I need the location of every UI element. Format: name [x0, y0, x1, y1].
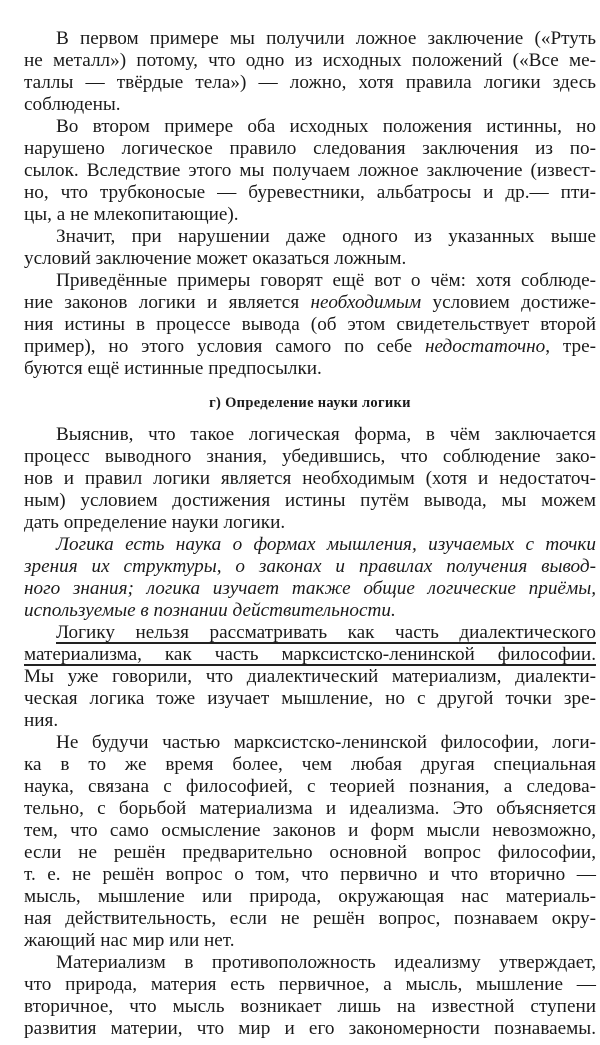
text-line: Во втором примере оба исходных положения истинны, но: [56, 116, 596, 137]
emphasis-text: необходимым: [310, 292, 422, 313]
text-line: процесс выводного знания, убедившись, что соблюдение зако-: [24, 446, 596, 467]
text-line: ным) условием достижения истины путём вывода, мы можем: [24, 490, 596, 511]
text-line: Выяснив, что такое логическая форма, в чём заключается: [56, 424, 596, 445]
text-span: , тре-: [545, 336, 597, 357]
text-line: таллы — твёрдые тела») — ложно, хотя правила логики здесь: [24, 72, 596, 93]
text-line: Материализм в противоположность идеализму утверждает,: [56, 952, 596, 973]
text-line: тельно, с борьбой материализма и идеализма. Это объясняется: [24, 798, 596, 819]
text-span: ние законов логики и является: [24, 292, 300, 313]
section-heading: г) Определение науки логики: [209, 395, 411, 411]
text-line: мысль, мышление или природа, окружающая нас материаль-: [24, 886, 596, 907]
text-line: что природа, материя есть первичное, а мысль, мышление —: [24, 974, 596, 995]
text-line: Значит, при нарушении даже одного из указанных выше: [56, 226, 596, 247]
text-line: нарушено логическое правило следования заключения из по-: [24, 138, 596, 159]
text-line: В первом примере мы получили ложное заключение («Ртуть: [56, 28, 596, 49]
definition-line: используемые в познании действительности.: [24, 600, 396, 621]
text-line: жающий нас мир или нет.: [24, 930, 235, 951]
underlined-line: Логику нельзя рассматривать как часть диалектического: [56, 622, 596, 643]
text-line: развития материи, что мир и его закономерности познаваемы.: [24, 1018, 596, 1039]
text-line: Приведённые примеры говорят ещё вот о чём: хотя соблюде-: [56, 270, 596, 291]
text-line: [24, 292, 596, 314]
text-span: пример), но этого условия самого по себе: [24, 336, 413, 357]
text-line: вторичное, что мысль возникает лишь на известной ступени: [24, 996, 596, 1017]
text-line: если не решён предварительно основной вопрос философии,: [24, 842, 596, 863]
text-line: но, что трубконосые — буревестники, альбатросы и др.— пти-: [24, 182, 596, 203]
definition-line: Логика есть наука о формах мышления, изучаемых с точки: [56, 534, 596, 555]
text-line: Мы уже говорили, что диалектический материализм, диалекти-: [24, 666, 596, 687]
text-line: Не будучи частью марксистско-ленинской философии, логи-: [56, 732, 596, 753]
text-span: условием достиже-: [432, 292, 597, 313]
text-line: т. е. не решён вопрос о том, что первично и что вторично —: [24, 864, 596, 885]
text-line: ка в то же время более, чем любая другая специальная: [24, 754, 596, 775]
text-line: дать определение науки логики.: [24, 512, 286, 533]
text-line: сылок. Вследствие этого мы получаем ложное заключение (извест-: [24, 160, 596, 181]
underlined-line: материализма, как часть марксистско-ленинской философии.: [24, 644, 596, 665]
text-line: нов и правил логики является необходимым (хотя и недостаточ-: [24, 468, 596, 489]
definition-line: ного знания; логика изучает также общие логические приёмы,: [24, 578, 596, 599]
text-line: цы, а не млекопитающие).: [24, 204, 239, 225]
definition-line: зрения их структуры, о законах и правилах получения вывод-: [24, 556, 596, 577]
text-line: буются ещё истинные предпосылки.: [24, 358, 322, 379]
emphasis-text: недостаточно: [424, 336, 546, 357]
text-line: ная действительность, если не решён вопрос, познаваем окру-: [24, 908, 596, 929]
text-line: соблюдены.: [24, 94, 121, 115]
text-line: ния.: [24, 710, 59, 731]
text-line: условий заключение может оказаться ложным.: [24, 248, 407, 269]
text-line: [24, 336, 596, 358]
text-line: наука, связана с философией, с теорией познания, а следова-: [24, 776, 596, 797]
text-line: не металл») потому, что одно из исходных положений («Все ме-: [24, 50, 596, 71]
text-line: ческая логика тоже изучает мышление, но с другой точки зре-: [24, 688, 596, 709]
text-line: ния истины в процессе вывода (об этом свидетельствует второй: [24, 314, 596, 335]
text-line: тем, что само осмысление законов и форм мысли невозможно,: [24, 820, 596, 841]
